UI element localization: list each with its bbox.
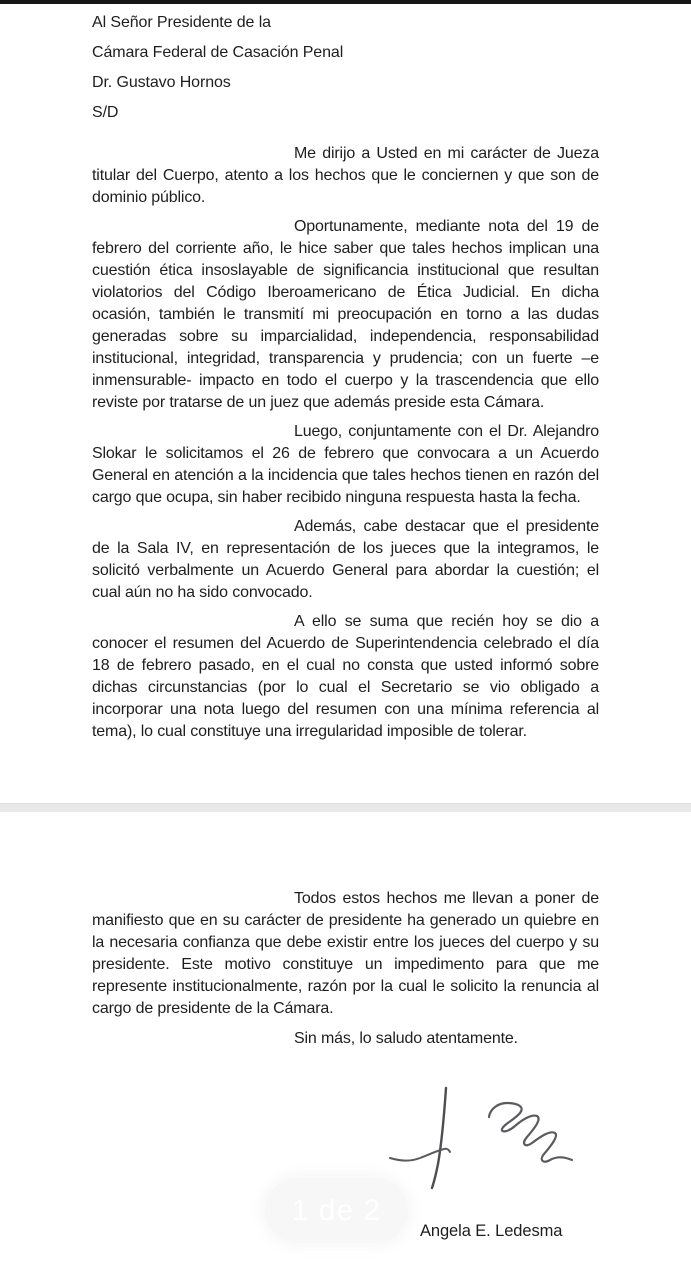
recipient-line: Dr. Gustavo Hornos bbox=[92, 74, 231, 91]
letter-page1-body bbox=[92, 143, 599, 743]
recipient-line: Cámara Federal de Casación Penal bbox=[92, 44, 344, 61]
recipient-line: S/D bbox=[92, 104, 119, 121]
letter-paragraph: Oportunamente, mediante nota del 19 de febrero del corriente año, le hice saber que tales hechos implican una cuestión ética insoslayable de significancia institucional que resultan violatorios del Código Iberoamericano de Ética Judicial. En dicha ocasión, también le transmití mi preocupación en torno a las dudas generadas sobre su imparcialidad, independencia, responsabilidad institucional, integridad, transparencia y prudencia; con un fuerte –e inmensurable- impacto en todo el cuerpo y la trascendencia que ello reviste por tratarse de un juez que además preside esta Cámara. bbox=[92, 218, 599, 411]
page-indicator-label: 1 de 2 bbox=[291, 1193, 382, 1227]
letter-paragraph: A ello se suma que recién hoy se dio a conocer el resumen del Acuerdo de Superintendencia celebrado el día 18 de febrero pasado, en el cual no consta que usted informó sobre dichas circunstancias (por lo cual el Secretario se vio obligado a incorporar una nota luego del resumen con una mínima referencia al tema), lo cual constituye una irregularidad imposible de tolerar. bbox=[92, 613, 599, 740]
letter-paragraph: Todos estos hechos me llevan a poner de manifiesto que en su carácter de presidente ha generado un quiebre en la necesaria confianza que debe existir entre los jueces del cuerpo y su presidente. Este motivo constituye un impedimento para que me represente institucionalmente, razón por la cual le solicito la renuncia al cargo de presidente de la Cámara. bbox=[92, 890, 599, 1017]
signature-name: Angela E. Ledesma bbox=[420, 1222, 563, 1240]
top-window-edge-bar bbox=[0, 0, 691, 4]
letter-paragraph: Luego, conjuntamente con el Dr. Alejandro Slokar le solicitamos el 26 de febrero que convocara a un Acuerdo General en atención a la incidencia que tales hechos tienen en razón del cargo que ocupa, sin haber recibido ninguna respuesta hasta la fecha. bbox=[92, 423, 599, 506]
letter-recipient-block bbox=[92, 8, 599, 128]
letter-closing-line: Sin más, lo saludo atentamente. bbox=[294, 1030, 518, 1047]
recipient-line: Al Señor Presidente de la bbox=[92, 14, 271, 31]
handwritten-signature-image bbox=[362, 1072, 602, 1202]
page-separator bbox=[0, 803, 691, 812]
letter-page2-body bbox=[92, 888, 599, 1050]
letter-paragraph: Además, cabe destacar que el presidente de la Sala IV, en representación de los jueces que la integramos, le solicitó verbalmente un Acuerdo General para abordar la cuestión; el cual aún no ha sido convocado. bbox=[92, 518, 599, 601]
letter-paragraph: Me dirijo a Usted en mi carácter de Jueza titular del Cuerpo, atento a los hechos que le conciernen y que son de dominio público. bbox=[92, 145, 599, 206]
